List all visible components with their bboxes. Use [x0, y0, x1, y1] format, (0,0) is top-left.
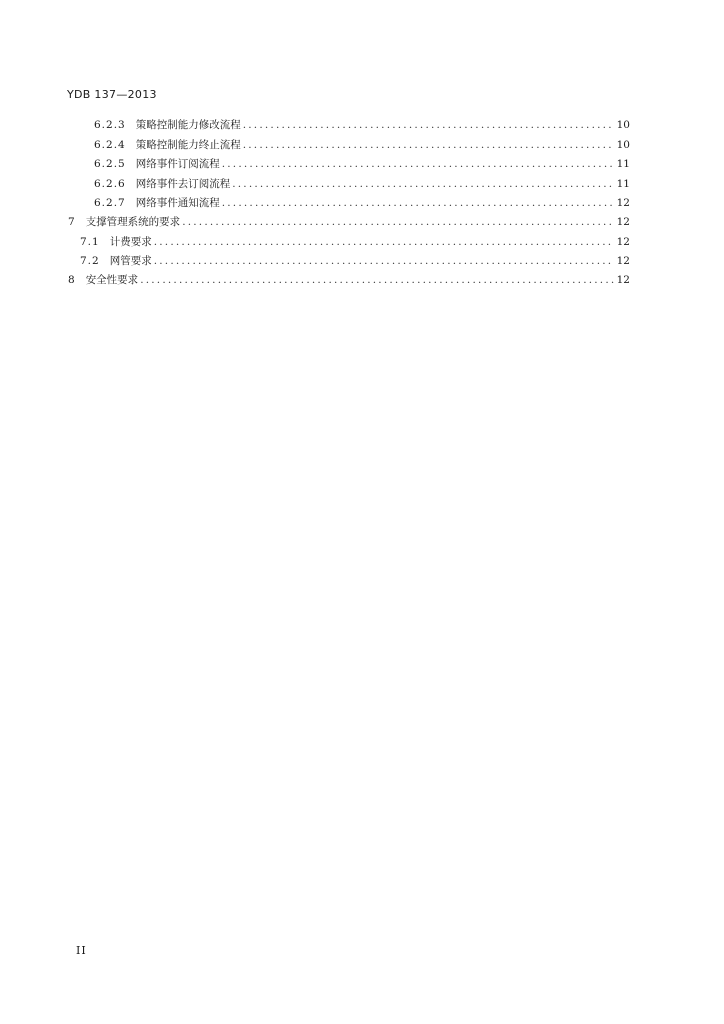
- toc-entry-number: 6.2.6: [94, 178, 126, 190]
- toc-entry-title: 网络事件订阅流程: [135, 158, 220, 170]
- toc-leader-dots: [232, 178, 614, 190]
- toc-leader-dots: [140, 274, 614, 286]
- toc-entry-title: 安全性要求: [85, 274, 139, 286]
- page-number: II: [76, 944, 87, 957]
- toc-entry-title: 策略控制能力终止流程: [135, 139, 241, 151]
- toc-entry-title: 网络事件去订阅流程: [135, 178, 231, 190]
- toc-entry-number: 8: [68, 274, 76, 286]
- toc-entry[interactable]: [94, 137, 630, 153]
- toc-leader-dots: [154, 255, 614, 267]
- toc-leader-dots: [243, 139, 614, 151]
- toc-entry-title: 网管要求: [109, 255, 152, 267]
- toc-entry-page: 12: [616, 236, 630, 248]
- toc-leader-dots: [222, 158, 614, 170]
- toc-entry-number: 6.2.3: [94, 119, 126, 131]
- toc-entry[interactable]: [94, 117, 630, 133]
- toc-entry[interactable]: [94, 156, 630, 172]
- toc-entry[interactable]: [68, 272, 630, 288]
- toc-leader-dots: [222, 197, 614, 209]
- toc-entry-title: 网络事件通知流程: [135, 197, 220, 209]
- toc-entry[interactable]: [80, 253, 630, 269]
- toc-entry-page: 12: [616, 255, 630, 267]
- toc-entry-title: 支撑管理系统的要求: [85, 216, 181, 228]
- toc-entry-page: 12: [616, 216, 630, 228]
- toc-entry-page: 10: [616, 139, 630, 151]
- toc-entry-page: 11: [616, 178, 630, 190]
- toc-entry-title: 策略控制能力修改流程: [135, 119, 241, 131]
- toc-entry-number: 6.2.7: [94, 197, 126, 209]
- toc-entry[interactable]: [68, 214, 630, 230]
- toc-leader-dots: [182, 216, 614, 228]
- toc-entry-number: 7: [68, 216, 76, 228]
- toc-entry-page: 11: [616, 158, 630, 170]
- toc-entry-title: 计费要求: [109, 236, 152, 248]
- document-code: YDB 137—2013: [67, 88, 157, 101]
- toc-entry[interactable]: [80, 234, 630, 250]
- toc-entry-page: 12: [616, 197, 630, 209]
- toc-entry[interactable]: [94, 195, 630, 211]
- toc-entry-number: 7.1: [80, 236, 100, 248]
- toc-leader-dots: [154, 236, 614, 248]
- toc-entry-page: 12: [616, 274, 630, 286]
- toc-entry-number: 6.2.4: [94, 139, 126, 151]
- toc-entry-number: 6.2.5: [94, 158, 126, 170]
- toc-entry[interactable]: [94, 176, 630, 192]
- toc-entry-number: 7.2: [80, 255, 100, 267]
- toc-entry-page: 10: [616, 119, 630, 131]
- toc-leader-dots: [243, 119, 614, 131]
